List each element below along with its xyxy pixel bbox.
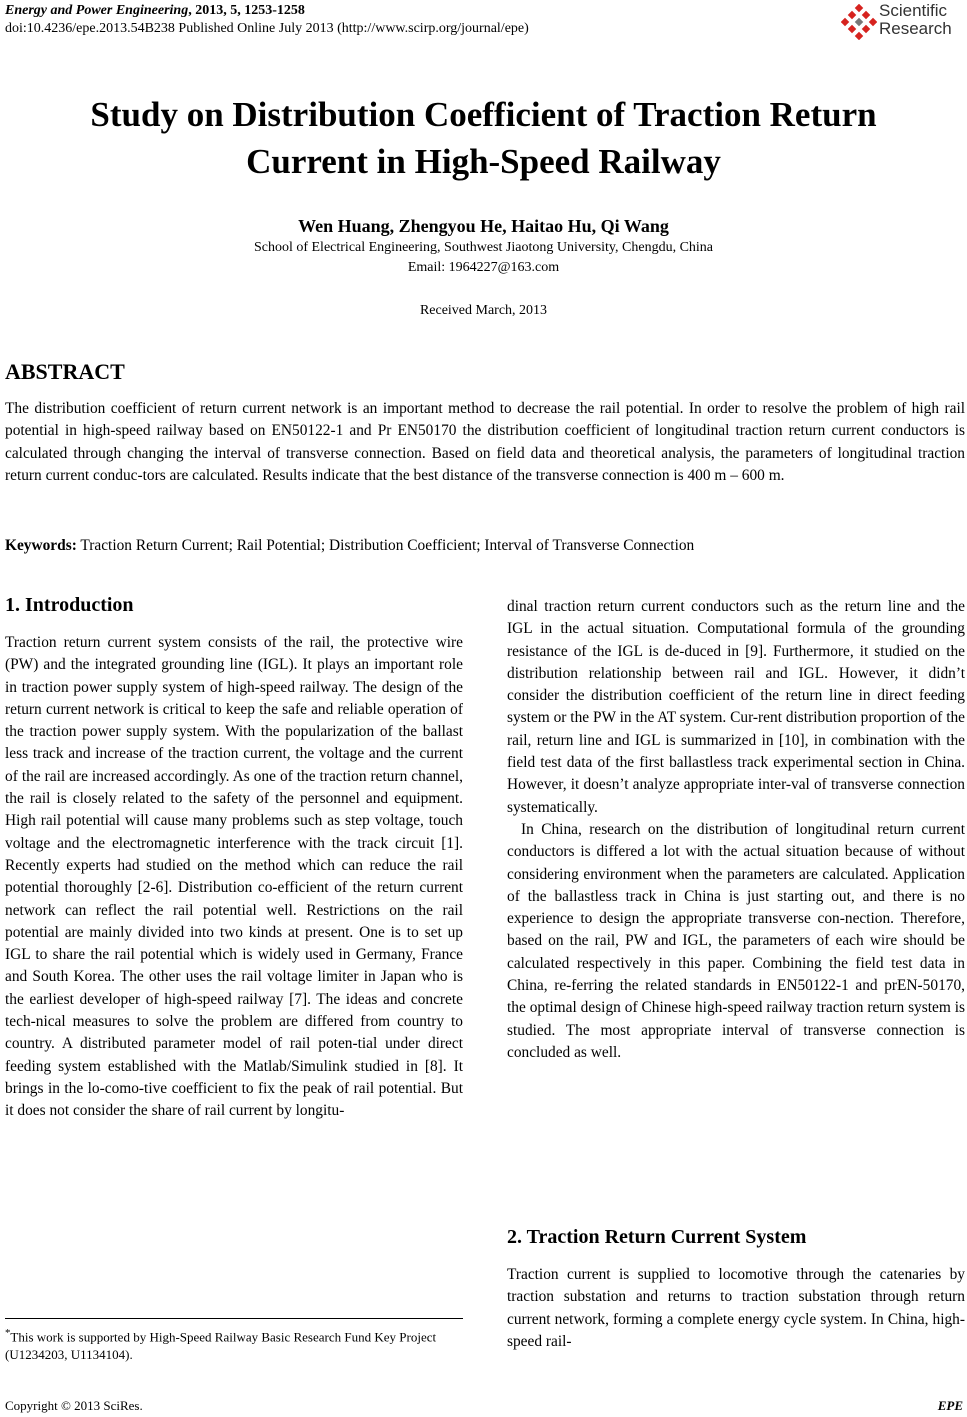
affiliation: School of Electrical Engineering, Southwest Jiaotong University, Chengdu, China — [253, 240, 714, 255]
left-column — [5, 632, 463, 1123]
keywords-label: Keywords: — [5, 537, 77, 554]
logo-wordmark — [879, 2, 952, 38]
journal-name: Energy and Power Engineering — [5, 3, 189, 18]
section2-paragraph-1: Traction current is supplied to locomotive through the catenaries by traction substation and returns to traction substation through return current network, forming a complete energy cycle system. In China, high-speed rail- — [507, 1266, 965, 1350]
right-column — [507, 596, 965, 1064]
publisher-logo[interactable] — [841, 2, 963, 42]
footnote-divider — [5, 1318, 463, 1319]
logo-line2: Research — [879, 19, 952, 38]
title-line1: Study on Distribution Coefficient of Traction Return — [90, 95, 877, 134]
scientific-research-logo-icon — [841, 4, 877, 40]
journal-header — [5, 3, 305, 19]
title-line2: Current in High-Speed Railway — [246, 142, 721, 181]
intro-paragraph-1: Traction return current system consists of the rail, the protective wire (PW) and the integrated grounding line (IGL). It plays an important role in traction power supply system of high-speed railway. The design of the return current network is critical to keep the safe and reliable operation of the traction power supply system. With the popularization of the ballast less track and increase of the traction current, the voltage and the current of the rail are increased accordingly. As one of the traction return channel, the rail is closely related to the safety of the personnel and equipment. High rail potential will cause many problems such as step voltage, touch voltage and the electromagnetic interference with the track circuit [1]. Recently experts had studied on the method which can reduce the rail potential thoroughly [2-6]. Distribution co-efficient of the return current network can reflect the rail potential well. Restrictions on the rail potential are mainly divided into two kinds at present. One is to set up IGL to share the rail potential which is widely used in Germany, France and South Korea. The other uses the rail voltage limiter in Japan who is the earliest developer of high-speed railway [7]. The ideas and concrete tech-nical measures to solve the problem are differed from country to country. A distributed parameter model of rail poten-tial under direct feeding system established with the Matlab/Simulink studied in [8]. It brings in the lo-como-tive coefficient to fix the peak of rail potential. But it does not consider the share of rail current by longitu- — [5, 634, 463, 1120]
abstract-text: The distribution coefficient of return current network is an important method to decrease the rail potential. In order to resolve the problem of high rail potential in high-speed railway based on EN50122-1 and Pr EN50170 the distribution coefficient of longitudinal traction return current conductors is calculated through changing the interval of transverse connection. Based on field data and theoretical analysis, the parameters of longitudinal traction return current conduc-tors are calculated. Results indicate that the best distance of the transverse connection is 400 m – 600 m. — [5, 400, 965, 484]
keywords-text: Traction Return Current; Rail Potential; Distribution Coefficient; Interval of Transverse Connection — [80, 537, 695, 554]
journal-details: , 2013, 5, 1253-1258 — [188, 3, 305, 18]
keywords — [5, 537, 965, 555]
logo-line1: Scientific — [879, 1, 948, 20]
footnote-text: This work is supported by High-Speed Railway Basic Research Fund Key Project (U1234203, U1134104). — [5, 1329, 437, 1363]
authors: Wen Huang, Zhengyou He, Haitao Hu, Qi Wang — [298, 216, 669, 236]
journal-abbreviation: EPE — [937, 1398, 963, 1413]
copyright: Copyright © 2013 SciRes. — [5, 1398, 143, 1413]
paper-title — [0, 91, 967, 185]
right-paragraph-1: dinal traction return current conductors such as the return line and the IGL in the actual situation. Computational formula of the grounding resistance of the IGL is de-duced in [9]. Furthermore, it studied on the distribution relationship between rail and IGL. However, it didn’t consider the distribution coefficient of the return line in direct feeding system or the PW in the AT system. Cur-rent distribution proportion of the rail, return line and IGL is summarized in [10], in combination with the field test data of the first ballastless track experimental section in China. However, it doesn’t analyze appropriate inter-val of transverse connection systematically. — [507, 598, 965, 816]
footnote — [5, 1324, 463, 1364]
section2-text — [507, 1264, 965, 1353]
doi-line: doi:10.4236/epe.2013.54B238 Published Online July 2013 (http://www.scirp.org/journal/epe) — [5, 21, 529, 36]
right-paragraph-2: In China, research on the distribution of longitudinal return current conductors is differed a lot with the actual situation because of without considering environment when the parameters are calculated. Application of the ballastless track in China is just starting out, and there is no experience to design the appropriate transverse con-nection. Therefore, based on the rail, PW and IGL, the parameters of each wire should be calculated respectively in this paper. Combining the field test data in China, re-ferring the related standards in EN50122-1 and prEN-50170, the optimal design of Chinese high-speed railway traction return system is studied. The most appropriate interval of transverse connection is concluded as well. — [507, 820, 965, 1061]
footnote-marker: * — [5, 1327, 11, 1339]
section2-heading: 2. Traction Return Current System — [507, 1226, 807, 1248]
intro-heading: 1. Introduction — [5, 594, 134, 616]
received-date: Received March, 2013 — [419, 303, 548, 318]
email[interactable]: Email: 1964227@163.com — [407, 260, 560, 275]
abstract-heading: ABSTRACT — [5, 359, 125, 384]
